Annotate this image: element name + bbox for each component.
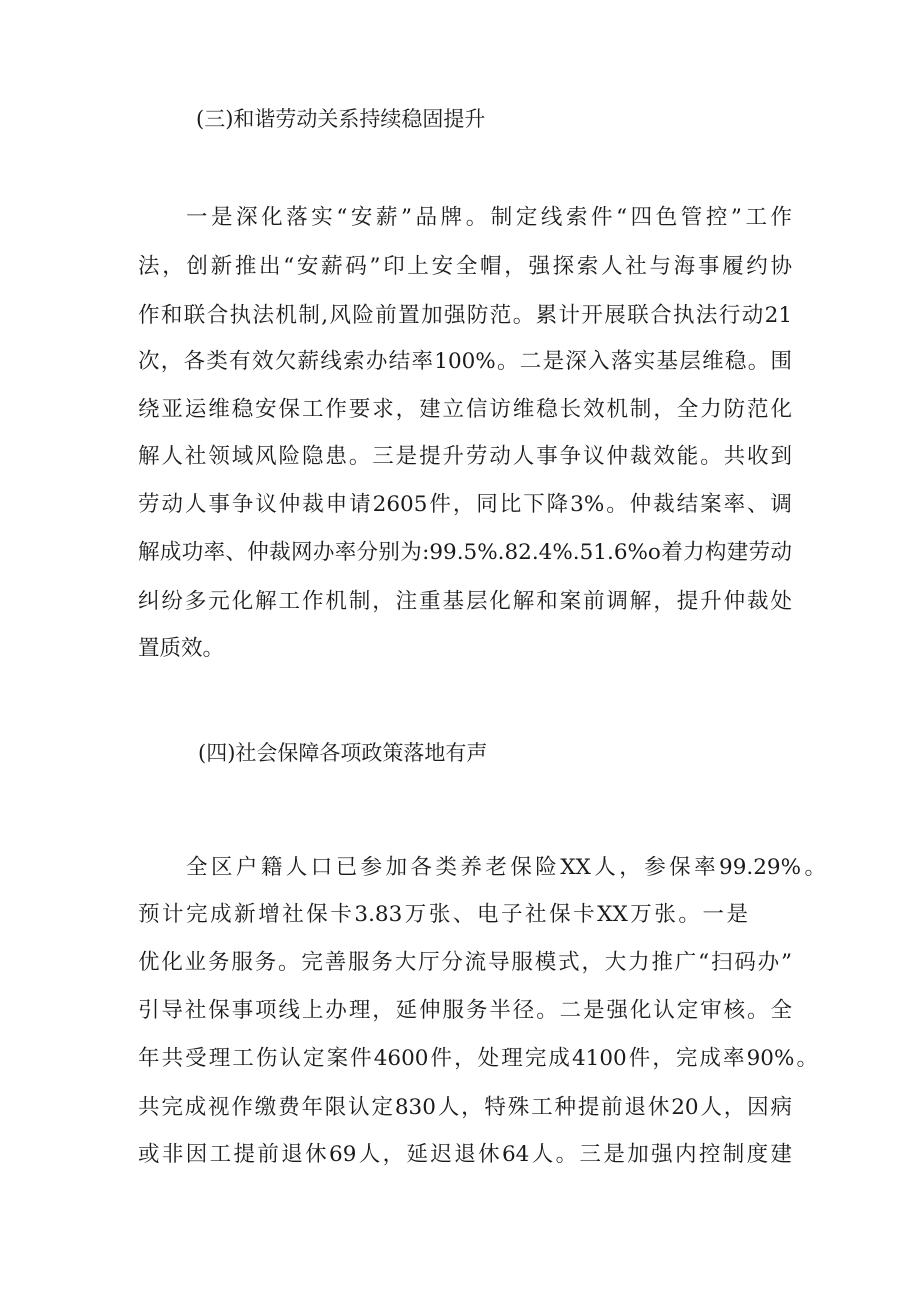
paragraph-line: 预计完成新增社保卡3.83万张、电子社保卡XX万张。一是 <box>138 902 748 927</box>
paragraph-line: 置质效。 <box>138 636 225 661</box>
section-4-heading: (四)社会保障各项政策落地有声 <box>198 741 488 765</box>
paragraph-line: 年共受理工伤认定案件4600件，处理完成4100件，完成率90%。 <box>138 1046 818 1071</box>
paragraph-line: 优化业务服务。完善服务大厅分流导服模式，大力推广“扫码办” <box>138 950 792 975</box>
paragraph-line: 或非因工提前退休69人，延迟退休64人。三是加强内控制度建 <box>138 1142 792 1167</box>
paragraph-line: 共完成视作缴费年限认定830人，特殊工种提前退休20人，因病 <box>138 1095 792 1120</box>
paragraph-line: 法，创新推出“安薪码”印上安全帽，强探索人社与海事履约协 <box>138 254 792 279</box>
paragraph-line: 一是深化落实“安薪”品牌。制定线索件“四色管控”工作 <box>186 205 792 230</box>
paragraph-line: 全区户籍人口已参加各类养老保险XX人，参保率99.29%。 <box>186 855 826 880</box>
paragraph-line: 引导社保事项线上办理，延伸服务半径。二是强化认定审核。全 <box>138 998 792 1023</box>
paragraph-line: 作和联合执法机制,风险前置加强防范。累计开展联合执法行动21 <box>138 303 792 328</box>
paragraph-line: 劳动人事争议仲裁申请2605件，同比下降3%。仲裁结案率、调 <box>138 492 792 517</box>
section-3-heading: (三)和谐劳动关系持续稳固提升 <box>196 107 486 131</box>
paragraph-line: 解成功率、仲裁网办率分别为:99.5%.82.4%.51.6%o着力构建劳动 <box>138 540 792 565</box>
paragraph-line: 次，各类有效欠薪线索办结率100%。二是深入落实基层维稳。围 <box>138 349 792 374</box>
paragraph-line: 纠纷多元化解工作机制，注重基层化解和案前调解，提升仲裁处 <box>138 589 792 614</box>
paragraph-line: 解人社领域风险隐患。三是提升劳动人事争议仲裁效能。共收到 <box>138 444 792 469</box>
paragraph-line: 绕亚运维稳安保工作要求，建立信访维稳长效机制，全力防范化 <box>138 397 792 422</box>
